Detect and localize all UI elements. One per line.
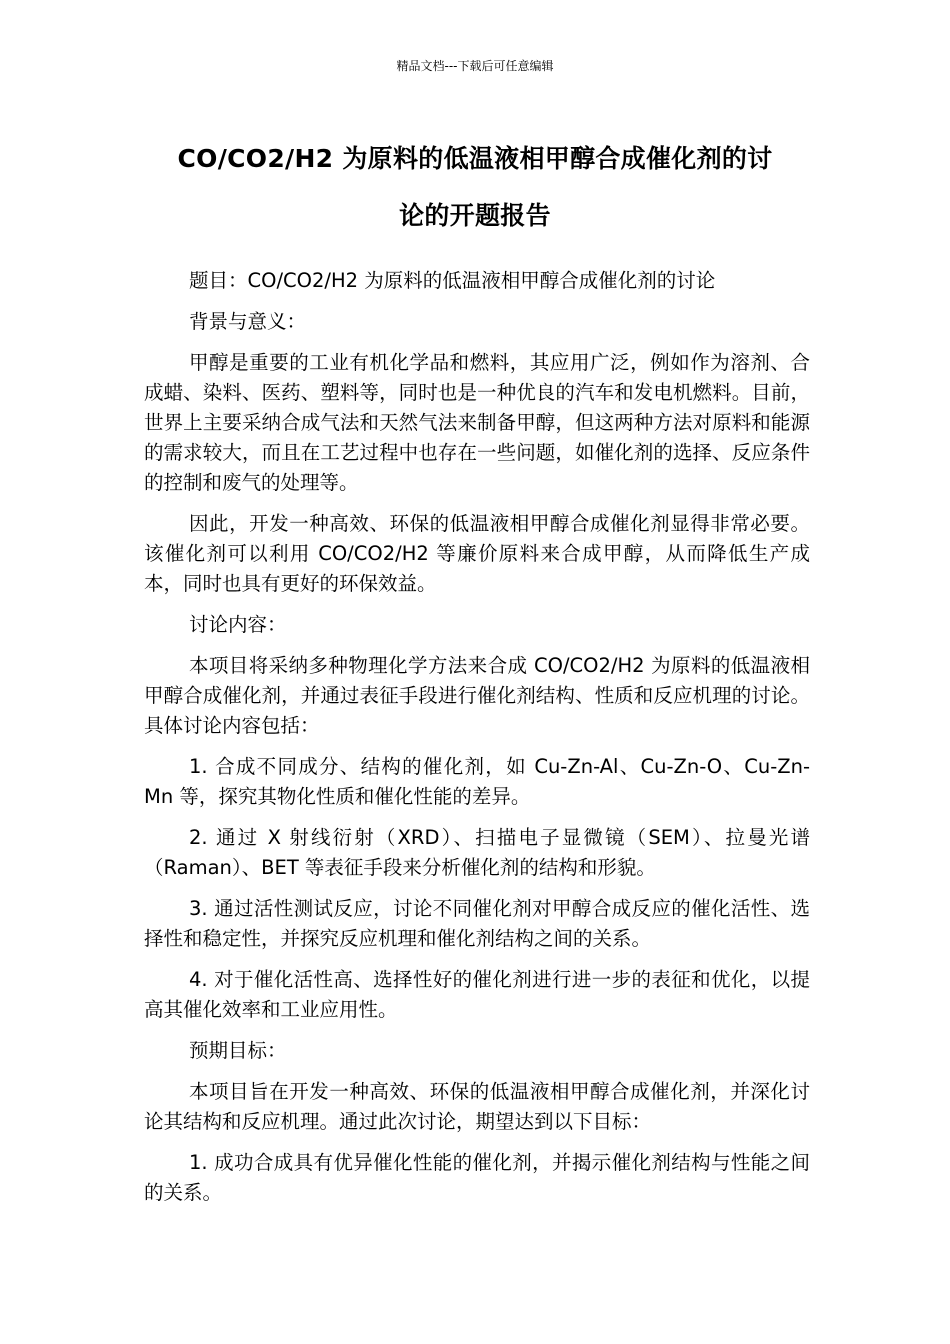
list-item: 1. 合成不同成分、结构的催化剂，如 Cu-Zn-Al、Cu-Zn-O、Cu-Zn-Mn 等，探究其物化性质和催化性能的差异。 <box>144 755 810 808</box>
section-heading-goals: 预期目标： <box>189 1039 287 1062</box>
document-title-line-1: CO/CO2/H2 为原料的低温液相甲醇合成催化剂的讨 <box>177 144 773 173</box>
document-title-line-2: 论的开题报告 <box>399 201 551 230</box>
paragraph-content-intro: 本项目将采纳多种物理化学方法来合成 CO/CO2/H2 为原料的低温液相甲醇合成催化剂，并通过表征手段进行催化剂结构、性质和反应机理的讨论。具体讨论内容包括： <box>144 654 810 737</box>
document-body <box>144 266 810 1219</box>
list-item: 1. 成功合成具有优异催化性能的催化剂，并揭示催化剂结构与性能之间的关系。 <box>144 1151 810 1204</box>
paragraph-background: 甲醇是重要的工业有机化学品和燃料，其应用广泛，例如作为溶剂、合成蜡、染料、医药、塑料等，同时也是一种优良的汽车和发电机燃料。目前，世界上主要采纳合成气法和天然气法来制备甲醇，但这两种方法对原料和能源的需求较大，而且在工艺过程中也存在一些问题，如催化剂的选择、反应条件的控制和废气的处理等。 <box>144 351 810 494</box>
paragraph-goals-intro: 本项目旨在开发一种高效、环保的低温液相甲醇合成催化剂，并深化讨论其结构和反应机理。通过此次讨论，期望达到以下目标： <box>144 1080 810 1133</box>
section-heading-background: 背景与意义： <box>189 310 307 333</box>
topic-line: 题目：CO/CO2/H2 为原料的低温液相甲醇合成催化剂的讨论 <box>189 269 716 292</box>
section-heading-content: 讨论内容： <box>189 613 287 636</box>
header-note: 精品文档---下载后可任意编辑 <box>396 59 554 73</box>
list-item: 2. 通过 X 射线衍射（XRD）、扫描电子显微镜（SEM）、拉曼光谱（Raman）、BET 等表征手段来分析催化剂的结构和形貌。 <box>144 826 810 879</box>
paragraph-significance: 因此，开发一种高效、环保的低温液相甲醇合成催化剂显得非常必要。该催化剂可以利用 CO/CO2/H2 等廉价原料来合成甲醇，从而降低生产成本，同时也具有更好的环保效益。 <box>144 512 810 595</box>
list-item: 3. 通过活性测试反应，讨论不同催化剂对甲醇合成反应的催化活性、选择性和稳定性，并探究反应机理和催化剂结构之间的关系。 <box>144 897 810 950</box>
list-item: 4. 对于催化活性高、选择性好的催化剂进行进一步的表征和优化，以提高其催化效率和工业应用性。 <box>144 968 810 1021</box>
